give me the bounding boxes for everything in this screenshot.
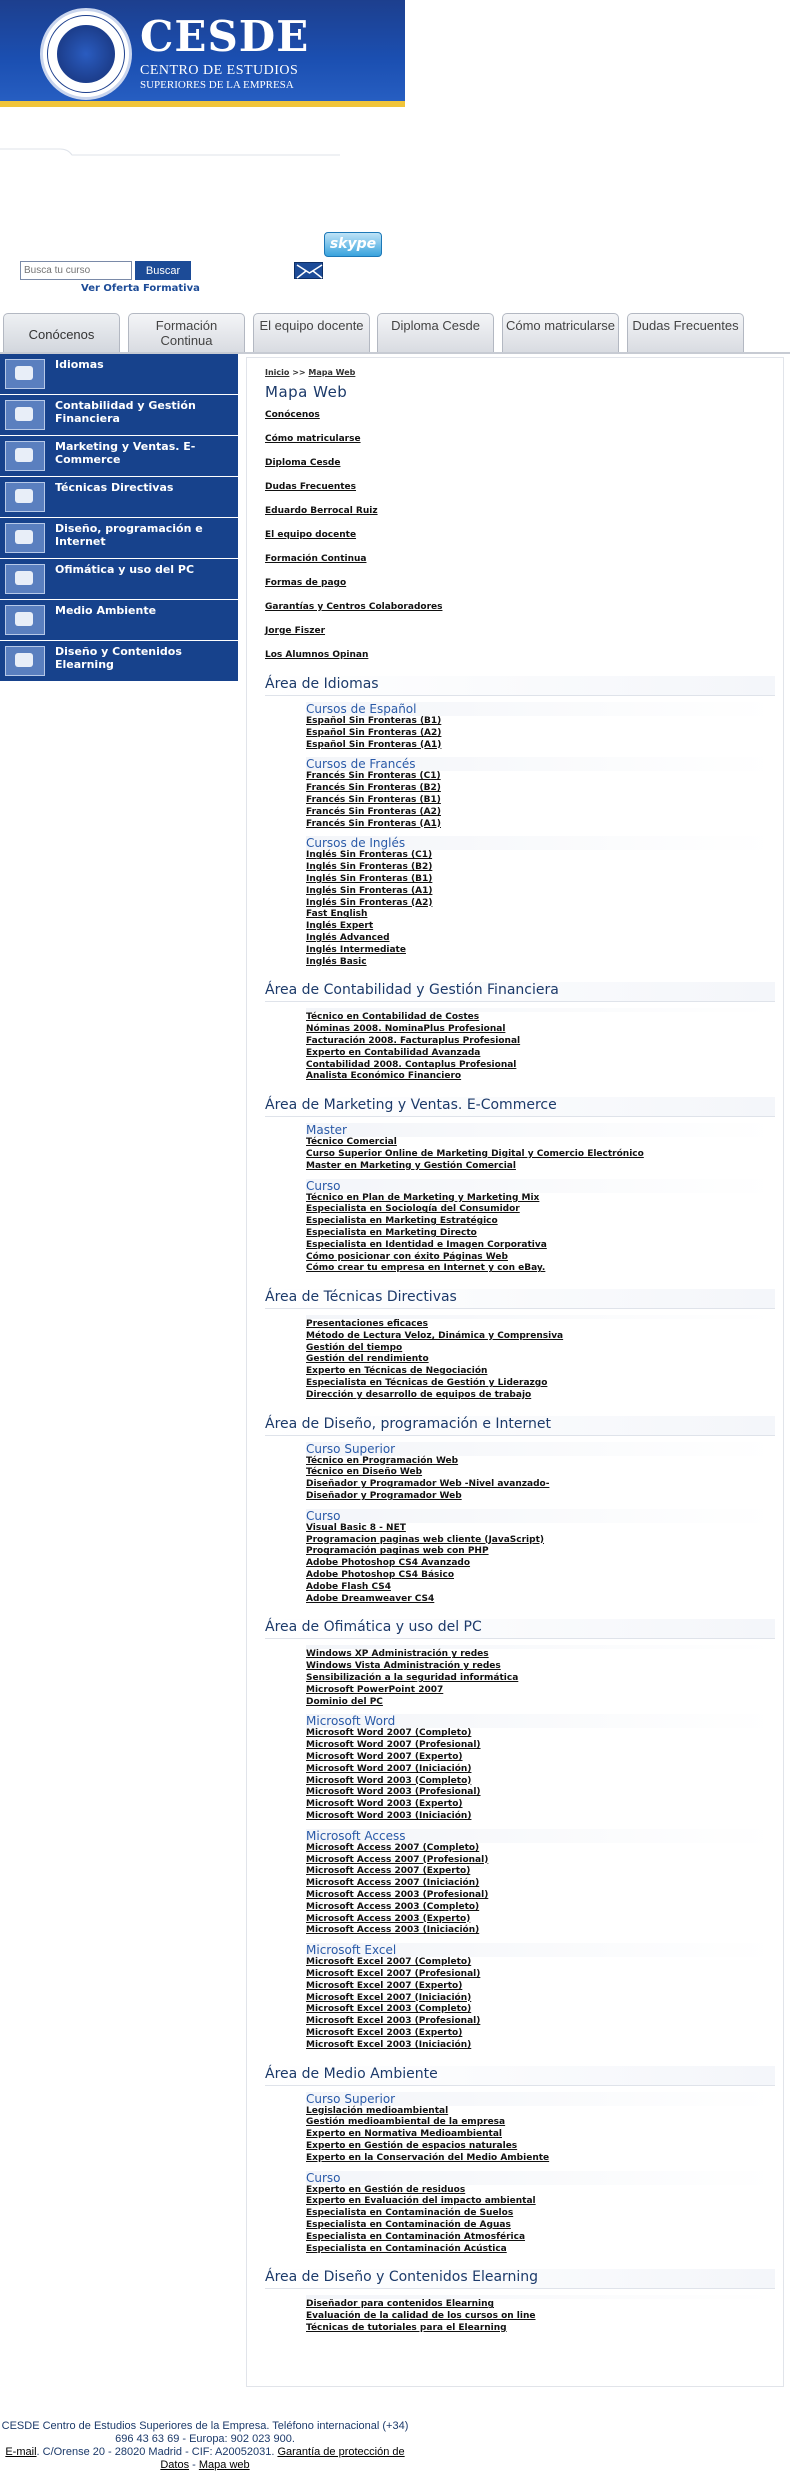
monitor-icon: [5, 523, 45, 553]
course-link[interactable]: Inglés Basic: [306, 956, 367, 967]
footer-sitemap-link[interactable]: Mapa web: [198, 2459, 250, 2471]
course-link[interactable]: Microsoft Word 2007 (Iniciación): [306, 1763, 472, 1774]
area-section: [265, 1619, 775, 2051]
search-button[interactable]: Buscar: [135, 261, 191, 280]
course-link[interactable]: Dirección y desarrollo de equipos de trabajo: [306, 1389, 532, 1400]
area-section: [265, 676, 775, 968]
course-group: [306, 1714, 775, 1822]
course-link[interactable]: Experto en Contabilidad Avanzada: [306, 1047, 481, 1058]
cesde-seal-logo[interactable]: [40, 8, 132, 100]
sitemap-link[interactable]: Formación Continua: [265, 554, 367, 564]
course-group: [306, 1008, 775, 1083]
sitemap-link[interactable]: Jorge Fiszer: [265, 626, 326, 636]
footer-address-text: . C/Orense 20 - 28020 Madrid - CIF: A20052031.: [36, 2446, 275, 2458]
oferta-formativa-link[interactable]: Ver Oferta Formativa: [81, 283, 200, 294]
course-group: [306, 2295, 775, 2334]
tab-diploma-cesde[interactable]: Diploma Cesde: [377, 313, 494, 353]
course-link[interactable]: Francés Sin Fronteras (B1): [306, 794, 441, 805]
course-link[interactable]: Técnico Comercial: [306, 1137, 397, 1148]
area-section: [265, 1097, 775, 1275]
course-link[interactable]: Microsoft Excel 2003 (Profesional): [306, 2016, 481, 2027]
mouse-icon: [5, 564, 45, 594]
course-link[interactable]: Cómo crear tu empresa en Internet y con eBay.: [306, 1263, 546, 1274]
area-title: Área de Contabilidad y Gestión Financiera: [265, 982, 775, 1002]
course-link[interactable]: Español Sin Fronteras (B1): [306, 716, 442, 726]
course-link[interactable]: Dominio del PC: [306, 1696, 383, 1707]
breadcrumb-separator: >>: [292, 368, 306, 377]
course-link[interactable]: Diseñador y Programador Web -Nivel avanzado-: [306, 1479, 550, 1490]
course-link[interactable]: Técnico en Diseño Web: [306, 1467, 423, 1478]
course-group: [306, 2092, 775, 2165]
course-link[interactable]: Francés Sin Fronteras (A1): [306, 818, 441, 829]
area-section: [265, 1289, 775, 1402]
course-link[interactable]: Fast English: [306, 909, 368, 920]
course-link[interactable]: Legislación medioambiental: [306, 2105, 449, 2116]
course-link[interactable]: Inglés Advanced: [306, 932, 390, 943]
sidebar-item-label: Ofimática y uso del PC: [55, 563, 195, 576]
tab-conocenos[interactable]: Conócenos: [3, 313, 120, 353]
footer-separator: -: [189, 2459, 199, 2471]
course-link[interactable]: Inglés Sin Fronteras (A2): [306, 897, 433, 908]
course-link[interactable]: Inglés Sin Fronteras (B1): [306, 873, 433, 884]
course-link[interactable]: Especialista en Sociología del Consumidor: [306, 1204, 520, 1215]
course-link[interactable]: Microsoft Excel 2007 (Completo): [306, 1957, 472, 1968]
course-link[interactable]: Microsoft Access 2007 (Completo): [306, 1842, 480, 1853]
course-link[interactable]: Inglés Intermediate: [306, 944, 406, 955]
breadcrumb: [265, 368, 775, 377]
course-link[interactable]: Microsoft Excel 2003 (Iniciación): [306, 2039, 472, 2050]
brand-name: CESDE: [140, 12, 310, 61]
course-link[interactable]: Visual Basic 8 - NET: [306, 1522, 406, 1533]
course-link[interactable]: Programación paginas web con PHP: [306, 1546, 489, 1557]
course-link[interactable]: Técnico en Contabilidad de Costes: [306, 1012, 480, 1023]
tree-icon: [5, 605, 45, 635]
course-link[interactable]: Especialista en Contaminación de Suelos: [306, 2208, 514, 2219]
sitemap-link[interactable]: Conócenos: [265, 410, 320, 420]
course-link[interactable]: Inglés Expert: [306, 921, 374, 932]
graduation-cap-icon: [5, 646, 45, 676]
course-link[interactable]: Experto en la Conservación del Medio Ambiente: [306, 2152, 550, 2163]
course-link[interactable]: Curso Superior Online de Marketing Digital y Comercio Electrónico: [306, 1148, 644, 1159]
sidebar-item-label: Diseño y Contenidos Elearning: [55, 645, 182, 671]
course-link[interactable]: Adobe Flash CS4: [306, 1581, 391, 1592]
course-group: [306, 1829, 775, 1937]
group-title: Cursos de Español: [306, 702, 775, 716]
sidebar-item-label: Medio Ambiente: [55, 604, 157, 617]
course-link[interactable]: Experto en Gestión de espacios naturales: [306, 2140, 518, 2151]
sidebar-item-medio-ambiente[interactable]: [0, 600, 238, 641]
people-icon: [5, 482, 45, 512]
course-link[interactable]: Nóminas 2008. NominaPlus Profesional: [306, 1024, 506, 1035]
course-link[interactable]: Sensibilización a la seguridad informática: [306, 1673, 519, 1684]
course-group: [306, 2171, 775, 2256]
main-content: [246, 357, 784, 2387]
course-link[interactable]: Especialista en Contaminación Atmosférica: [306, 2231, 526, 2242]
course-link[interactable]: Microsoft Access 2003 (Iniciación): [306, 1925, 480, 1936]
course-group: [306, 1315, 775, 1402]
course-link[interactable]: Microsoft PowerPoint 2007: [306, 1684, 444, 1695]
course-link[interactable]: Especialista en Identidad e Imagen Corporativa: [306, 1239, 547, 1250]
area-title: Área de Ofimática y uso del PC: [265, 1619, 775, 1639]
sidebar: [0, 354, 238, 682]
area-title: Área de Idiomas: [265, 676, 775, 696]
course-link[interactable]: Especialista en Marketing Directo: [306, 1227, 477, 1238]
sitemap-link[interactable]: Eduardo Berrocal Ruiz: [265, 506, 378, 516]
course-link[interactable]: Español Sin Fronteras (A1): [306, 739, 442, 750]
course-group: [306, 1509, 775, 1606]
course-link[interactable]: Microsoft Word 2003 (Experto): [306, 1799, 463, 1810]
course-link[interactable]: Gestión medioambiental de la empresa: [306, 2117, 506, 2128]
course-group: [306, 702, 775, 751]
course-group: [306, 757, 775, 830]
course-link[interactable]: Evaluación de la calidad de los cursos on line: [306, 2311, 536, 2322]
group-title: Microsoft Excel: [306, 1943, 775, 1957]
area-section: [265, 2066, 775, 2256]
course-link[interactable]: Experto en Técnicas de Negociación: [306, 1366, 488, 1377]
course-link[interactable]: Analista Económico Financiero: [306, 1071, 462, 1082]
course-link[interactable]: Experto en Gestión de residuos: [306, 2184, 466, 2195]
course-link[interactable]: Windows XP Administración y redes: [306, 1649, 489, 1660]
footer-privacy-link[interactable]: Garantía de protección de Datos: [160, 2446, 405, 2471]
course-link[interactable]: Diseñador y Programador Web: [306, 1491, 462, 1502]
search-input[interactable]: [20, 261, 132, 280]
course-link[interactable]: Diseñador para contenidos Elearning: [306, 2299, 494, 2310]
course-link[interactable]: Programacion paginas web cliente (JavaScript): [306, 1534, 545, 1545]
group-title: Curso Superior: [306, 2092, 775, 2106]
breadcrumb-home-link[interactable]: Inicio: [265, 368, 290, 377]
course-link[interactable]: Microsoft Excel 2007 (Experto): [306, 1980, 463, 1991]
course-link[interactable]: Microsoft Word 2003 (Completo): [306, 1775, 472, 1786]
course-group: [306, 1442, 775, 1503]
area-title: Área de Medio Ambiente: [265, 2066, 775, 2086]
course-link[interactable]: Técnicas de tutoriales para el Elearning: [306, 2322, 507, 2333]
skype-button[interactable]: skype: [324, 232, 382, 257]
area-title: Área de Diseño y Contenidos Elearning: [265, 2269, 775, 2289]
course-link[interactable]: Experto en Normativa Medioambiental: [306, 2129, 502, 2140]
tab-como-matricularse[interactable]: Cómo matricularse: [502, 313, 619, 353]
sitemap-link[interactable]: Los Alumnos Opinan: [265, 650, 369, 660]
course-link[interactable]: Especialista en Técnicas de Gestión y Liderazgo: [306, 1378, 548, 1389]
group-title: Microsoft Word: [306, 1714, 775, 1728]
course-link[interactable]: Microsoft Word 2007 (Profesional): [306, 1740, 481, 1751]
sitemap-link[interactable]: Formas de pago: [265, 578, 347, 588]
course-link[interactable]: Gestión del tiempo: [306, 1342, 403, 1353]
course-link[interactable]: Experto en Evaluación del impacto ambiental: [306, 2196, 536, 2207]
course-link[interactable]: Inglés Sin Fronteras (C1): [306, 850, 433, 861]
course-link[interactable]: Adobe Dreamweaver CS4: [306, 1593, 435, 1604]
sidebar-item-tecnicas-directivas[interactable]: [0, 477, 238, 518]
tab-equipo-docente[interactable]: El equipo docente: [253, 313, 370, 353]
course-link[interactable]: Microsoft Word 2007 (Experto): [306, 1752, 463, 1763]
sidebar-item-label: Marketing y Ventas. E-Commerce: [55, 440, 196, 466]
course-link[interactable]: Windows Vista Administración y redes: [306, 1661, 501, 1672]
sitemap-link[interactable]: El equipo docente: [265, 530, 357, 540]
course-link[interactable]: Cómo posicionar con éxito Páginas Web: [306, 1251, 508, 1262]
group-title: Curso: [306, 1179, 775, 1193]
sitemap-link[interactable]: Dudas Frecuentes: [265, 482, 357, 492]
course-link[interactable]: Contabilidad 2008. Contaplus Profesional: [306, 1059, 517, 1070]
page-title: Mapa Web: [265, 383, 348, 401]
tab-formacion-continua[interactable]: Formación Continua: [128, 313, 245, 353]
group-title: Master: [306, 1123, 775, 1137]
course-link[interactable]: Técnico en Programación Web: [306, 1455, 459, 1466]
top-links-list: [265, 409, 775, 662]
area-title: Área de Diseño, programación e Internet: [265, 1416, 775, 1436]
area-section: [265, 982, 775, 1083]
tab-dudas-frecuentes[interactable]: Dudas Frecuentes: [627, 313, 744, 353]
sidebar-item-label: Idiomas: [55, 358, 104, 371]
brand-subtitle-2: SUPERIORES DE LA EMPRESA: [140, 79, 294, 91]
footer-contact-text: CESDE Centro de Estudios Superiores de la Empresa. Teléfono internacional (+34) 696 43 63 69 - Europa: 902 023 900.: [1, 2420, 409, 2445]
group-title: Curso Superior: [306, 1442, 775, 1456]
course-link[interactable]: Microsoft Access 2007 (Experto): [306, 1866, 471, 1877]
course-link[interactable]: Adobe Photoshop CS4 Avanzado: [306, 1558, 471, 1569]
course-link[interactable]: Microsoft Excel 2003 (Experto): [306, 2027, 463, 2038]
course-link[interactable]: Master en Marketing y Gestión Comercial: [306, 1160, 516, 1171]
course-areas: [265, 676, 775, 2335]
course-link[interactable]: Facturación 2008. Facturaplus Profesional: [306, 1035, 521, 1046]
course-link[interactable]: Microsoft Access 2003 (Experto): [306, 1913, 471, 1924]
course-link[interactable]: Microsoft Word 2007 (Completo): [306, 1728, 472, 1739]
mail-icon[interactable]: [294, 262, 323, 279]
course-link[interactable]: Inglés Sin Fronteras (B2): [306, 862, 433, 873]
course-link[interactable]: Adobe Photoshop CS4 Básico: [306, 1570, 455, 1581]
course-group: [306, 836, 775, 968]
seal-emblem-icon: [57, 25, 115, 83]
course-link[interactable]: Francés Sin Fronteras (A2): [306, 806, 441, 817]
course-link[interactable]: Técnico en Plan de Marketing y Marketing Mix: [306, 1192, 540, 1203]
course-link[interactable]: Microsoft Excel 2007 (Profesional): [306, 1968, 481, 1979]
header-banner: [0, 0, 405, 107]
course-link[interactable]: Microsoft Access 2007 (Iniciación): [306, 1878, 480, 1889]
course-link[interactable]: Especialista en Contaminación Acústica: [306, 2243, 507, 2254]
sidebar-item-diseno-programacion[interactable]: [0, 518, 238, 559]
group-title: Microsoft Access: [306, 1829, 775, 1843]
course-link[interactable]: Microsoft Access 2003 (Profesional): [306, 1889, 489, 1900]
course-link[interactable]: Gestión del rendimiento: [306, 1354, 429, 1365]
course-link[interactable]: Microsoft Word 2003 (Iniciación): [306, 1811, 472, 1821]
sidebar-item-elearning[interactable]: [0, 641, 238, 682]
course-link[interactable]: Especialista en Marketing Estratégico: [306, 1216, 498, 1227]
course-link[interactable]: Método de Lectura Veloz, Dinámica y Comprensiva: [306, 1330, 564, 1341]
idiomas-icon: [5, 359, 45, 389]
course-group: [306, 1943, 775, 2051]
course-link[interactable]: Inglés Sin Fronteras (A1): [306, 885, 433, 896]
group-title: Cursos de Francés: [306, 757, 775, 771]
footer-email-link[interactable]: E-mail: [5, 2446, 37, 2458]
sidebar-item-idiomas[interactable]: [0, 354, 238, 395]
course-link[interactable]: Francés Sin Fronteras (B2): [306, 783, 441, 794]
course-link[interactable]: Español Sin Fronteras (A2): [306, 727, 442, 738]
decorative-swoosh: [0, 145, 340, 159]
area-title: Área de Marketing y Ventas. E-Commerce: [265, 1097, 775, 1117]
at-sign-icon: [5, 441, 45, 471]
course-link[interactable]: Microsoft Access 2003 (Completo): [306, 1901, 480, 1912]
footer: [0, 2420, 410, 2472]
course-link[interactable]: Francés Sin Fronteras (C1): [306, 771, 441, 782]
group-title: Cursos de Inglés: [306, 836, 775, 850]
course-group: [306, 1123, 775, 1172]
group-title: Curso: [306, 1509, 775, 1523]
course-link[interactable]: Microsoft Access 2007 (Profesional): [306, 1854, 489, 1865]
sidebar-item-label: Diseño, programación e Internet: [55, 522, 203, 548]
course-link[interactable]: Microsoft Word 2003 (Profesional): [306, 1787, 481, 1798]
area-title: Área de Técnicas Directivas: [265, 1289, 775, 1309]
course-link[interactable]: Especialista en Contaminación de Aguas: [306, 2219, 511, 2230]
area-section: [265, 1416, 775, 1606]
course-link[interactable]: Presentaciones eficaces: [306, 1319, 428, 1330]
breadcrumb-current-link[interactable]: Mapa Web: [308, 368, 356, 377]
course-link[interactable]: Microsoft Excel 2003 (Completo): [306, 2004, 472, 2015]
sitemap-link[interactable]: Garantías y Centros Colaboradores: [265, 602, 443, 612]
course-group: [306, 1645, 775, 1708]
sidebar-item-label: Contabilidad y Gestión Financiera: [55, 399, 196, 425]
course-group: [306, 1179, 775, 1276]
course-link[interactable]: Microsoft Excel 2007 (Iniciación): [306, 1992, 472, 2003]
brand-subtitle: CENTRO DE ESTUDIOS: [140, 63, 299, 78]
sitemap-link[interactable]: Diploma Cesde: [265, 458, 341, 468]
group-title: Curso: [306, 2171, 775, 2185]
sitemap-link[interactable]: Cómo matricularse: [265, 434, 361, 444]
chart-icon: [5, 400, 45, 430]
sidebar-item-marketing[interactable]: [0, 436, 238, 477]
sidebar-item-ofimatica[interactable]: [0, 559, 238, 600]
area-section: [265, 2269, 775, 2334]
sidebar-item-label: Técnicas Directivas: [55, 481, 174, 494]
sidebar-item-contabilidad[interactable]: [0, 395, 238, 436]
